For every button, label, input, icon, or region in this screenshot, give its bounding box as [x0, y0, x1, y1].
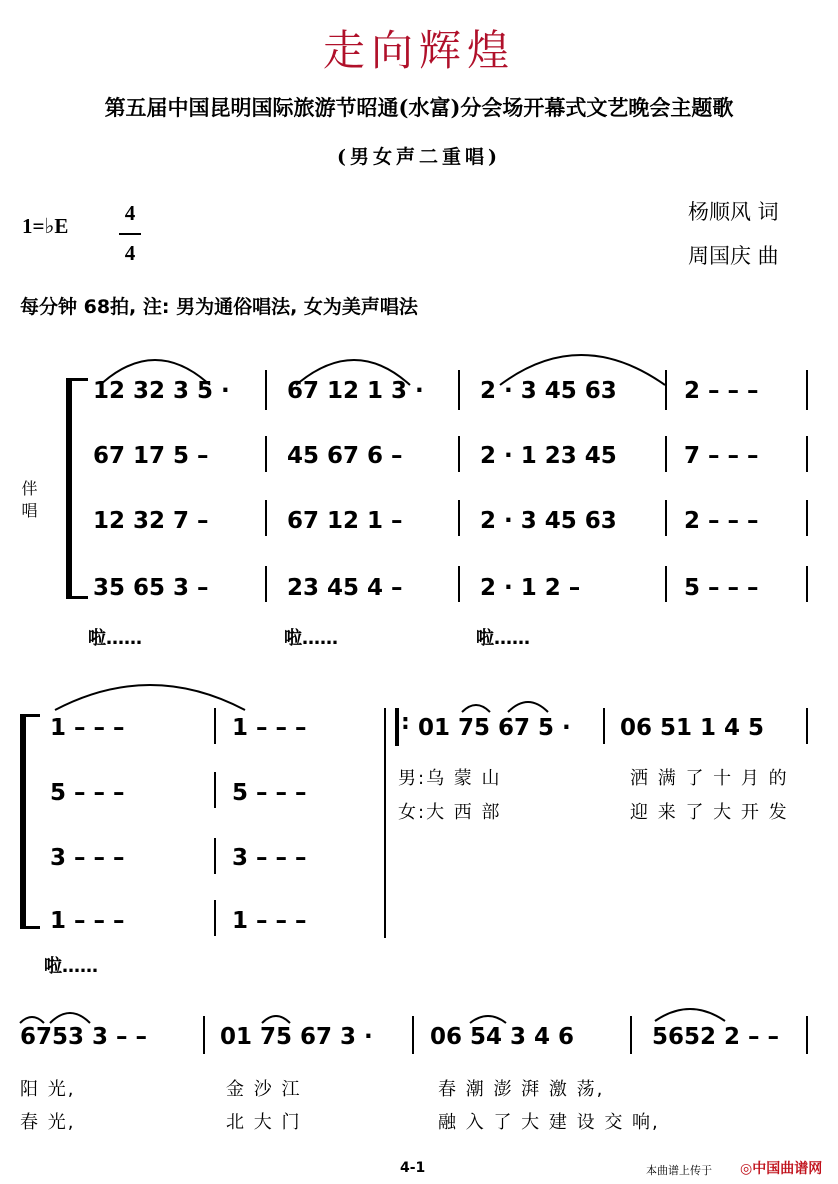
- repeat-dots: :: [401, 710, 410, 735]
- song-subtitle: 第五届中国昆明国际旅游节昭通(水富)分会场开幕式文艺晚会主题歌: [104, 95, 734, 120]
- s1-r3-m4: 2 – – –: [684, 508, 759, 534]
- s3-lyric1-b: 金 沙 江: [226, 1079, 302, 1100]
- s2-melody-m1: 01 75 67 5 ·: [418, 715, 571, 741]
- la-syllable-2: 啦……: [284, 628, 338, 649]
- s2-melody-m2: 06 51 1 4 5: [620, 715, 765, 741]
- lyric-male-1: 男:乌 蒙 山: [398, 768, 502, 789]
- s3-melody-m4: 5652 2 – –: [652, 1024, 780, 1050]
- s1-r1-m2: 67 12 1 3 ·: [287, 378, 424, 404]
- s1-r4-m3: 2 · 1 2 –: [480, 575, 581, 601]
- s2-r4-m1: 1 – – –: [50, 908, 125, 934]
- s2-r2-m2: 5 – – –: [232, 780, 307, 806]
- s3-lyric2-b: 北 大 门: [226, 1112, 302, 1133]
- s1-r4-m4: 5 – – –: [684, 575, 759, 601]
- voice-type: (男女声二重唱): [337, 146, 501, 168]
- key-signature: 1=♭E: [22, 214, 69, 238]
- la-syllable-3: 啦……: [476, 628, 530, 649]
- site-logo[interactable]: [740, 1158, 822, 1178]
- time-sig-top: 4: [124, 201, 136, 225]
- s1-r1-m3: 2 · 3 45 63: [480, 378, 617, 404]
- s1-r1-m1: 12 32 3 5 ·: [93, 378, 230, 404]
- s3-lyric1-a: 阳 光,: [20, 1079, 76, 1100]
- logo-text: 中国曲谱网: [752, 1161, 823, 1177]
- s2-r4-m2: 1 – – –: [232, 908, 307, 934]
- lyric-female-1: 女:大 西 部: [398, 802, 502, 823]
- s1-r2-m4: 7 – – –: [684, 443, 759, 469]
- lyricist-credit: 杨顺风 词: [688, 200, 779, 224]
- time-sig-line: [119, 233, 141, 235]
- s3-melody-m3: 06 54 3 4 6: [430, 1024, 575, 1050]
- time-sig-bottom: 4: [124, 241, 136, 265]
- section-label: 伴唱: [19, 480, 38, 524]
- s1-r4-m1: 35 65 3 –: [93, 575, 209, 601]
- la-syllable-4: 啦……: [44, 956, 98, 977]
- lyric-female-2: 迎 来 了 大 开 发: [630, 802, 789, 823]
- composer-credit: 周国庆 曲: [688, 244, 779, 268]
- tempo-note: 每分钟 68拍, 注: 男为通俗唱法, 女为美声唱法: [20, 296, 418, 318]
- s1-r2-m2: 45 67 6 –: [287, 443, 403, 469]
- s2-r3-m2: 3 – – –: [232, 845, 307, 871]
- s1-r4-m2: 23 45 4 –: [287, 575, 403, 601]
- s1-r1-m4: 2 – – –: [684, 378, 759, 404]
- song-title: 走向辉煌: [322, 26, 515, 75]
- s3-melody-m2: 01 75 67 3 ·: [220, 1024, 373, 1050]
- s3-lyric2-a: 春 光,: [20, 1112, 76, 1133]
- s2-r1-m1: 1 – – –: [50, 715, 125, 741]
- s1-r3-m3: 2 · 3 45 63: [480, 508, 617, 534]
- s3-lyric2-c: 融 入 了 大 建 设 交 响,: [438, 1112, 660, 1133]
- s2-r3-m1: 3 – – –: [50, 845, 125, 871]
- s2-r1-m2: 1 – – –: [232, 715, 307, 741]
- logo-icon: ◎: [740, 1161, 753, 1177]
- s3-lyric1-c: 春 潮 澎 湃 激 荡,: [438, 1079, 605, 1100]
- lyric-male-2: 洒 满 了 十 月 的: [630, 768, 789, 789]
- s2-r2-m1: 5 – – –: [50, 780, 125, 806]
- s1-r3-m1: 12 32 7 –: [93, 508, 209, 534]
- s1-r2-m1: 67 17 5 –: [93, 443, 209, 469]
- s3-melody-m1: 6753 3 – –: [20, 1024, 148, 1050]
- upload-note: 本曲谱上传于: [646, 1164, 712, 1177]
- repeat-barline: [395, 708, 399, 746]
- s1-r3-m2: 67 12 1 –: [287, 508, 403, 534]
- la-syllable-1: 啦……: [88, 628, 142, 649]
- s1-r2-m3: 2 · 1 23 45: [480, 443, 617, 469]
- page-number: 4-1: [400, 1160, 426, 1176]
